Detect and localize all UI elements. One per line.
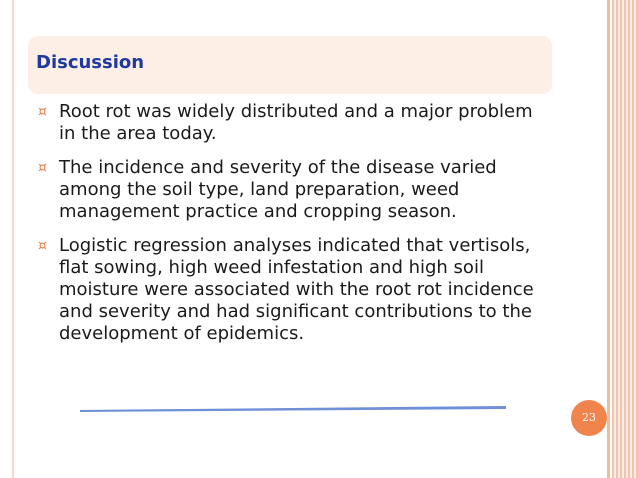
bullet-text: The incidence and severity of the disease varied among the soil type, land preparation, weed management practice and cropping season. (59, 157, 497, 222)
bullet-marker-icon: ¤ (38, 104, 47, 120)
bullet-item (38, 157, 538, 223)
right-border-line (607, 0, 610, 478)
decorative-underline (80, 406, 506, 412)
bullet-marker-icon: ¤ (38, 238, 47, 254)
bullet-item (38, 101, 538, 145)
page-number-badge: 23 (571, 400, 607, 436)
slide-title: Discussion (36, 52, 145, 73)
bullet-text: Logistic regression analyses indicated that vertisols, flat sowing, high weed infestation and high soil moisture were associated with the root rot incidence and severity and had significant contributions to the development of epidemics. (59, 235, 534, 344)
left-border-line (12, 0, 14, 478)
bullet-text: Root rot was widely distributed and a major problem in the area today. (59, 101, 533, 144)
bullet-item (38, 235, 538, 345)
bullet-marker-icon: ¤ (38, 160, 47, 176)
title-banner (28, 36, 552, 94)
bullet-list (38, 101, 538, 357)
right-striped-border (612, 0, 638, 478)
